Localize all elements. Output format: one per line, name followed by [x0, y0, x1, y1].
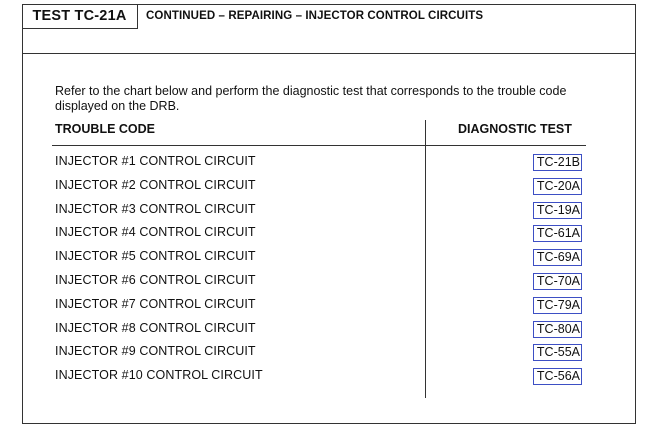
- diagnostic-test-link[interactable]: TC-80A: [533, 321, 582, 338]
- trouble-code-label: INJECTOR #4 CONTROL CIRCUIT: [55, 225, 256, 240]
- table-row: [0, 365, 650, 389]
- diagnostic-test-link[interactable]: TC-61A: [533, 225, 582, 242]
- trouble-code-label: INJECTOR #6 CONTROL CIRCUIT: [55, 272, 256, 287]
- table-row: [0, 199, 650, 223]
- trouble-code-label: INJECTOR #10 CONTROL CIRCUIT: [55, 368, 263, 383]
- trouble-code-label: INJECTOR #8 CONTROL CIRCUIT: [55, 320, 256, 335]
- diagnostic-test-link[interactable]: TC-55A: [533, 344, 582, 361]
- table-row: [0, 270, 650, 294]
- trouble-code-label: INJECTOR #7 CONTROL CIRCUIT: [55, 296, 256, 311]
- diagnostic-test-link[interactable]: TC-19A: [533, 202, 582, 219]
- table-row: [0, 246, 650, 270]
- test-id-label: TEST TC-21A: [22, 4, 138, 29]
- header-rule: [52, 145, 586, 146]
- table-row: [0, 341, 650, 365]
- diagnostic-test-link[interactable]: TC-21B: [533, 154, 582, 171]
- column-header-trouble-code: TROUBLE CODE: [55, 122, 155, 136]
- diagnostic-test-link[interactable]: TC-69A: [533, 249, 582, 266]
- column-header-diagnostic-test: DIAGNOSTIC TEST: [458, 122, 572, 136]
- table-row: [0, 318, 650, 342]
- diagnostic-test-link[interactable]: TC-20A: [533, 178, 582, 195]
- trouble-code-label: INJECTOR #2 CONTROL CIRCUIT: [55, 177, 256, 192]
- section-title: CONTINUED – REPAIRING – INJECTOR CONTROL CIRCUITS: [146, 10, 484, 22]
- trouble-code-table: [0, 151, 650, 389]
- trouble-code-label: INJECTOR #9 CONTROL CIRCUIT: [55, 344, 256, 359]
- trouble-code-label: INJECTOR #1 CONTROL CIRCUIT: [55, 154, 256, 168]
- table-row: [0, 222, 650, 246]
- table-row: [0, 175, 650, 199]
- diagnostic-test-link[interactable]: TC-56A: [533, 368, 582, 385]
- diagnostic-test-link[interactable]: TC-79A: [533, 297, 582, 314]
- table-row: [0, 294, 650, 318]
- table-row: [0, 151, 650, 175]
- diagnostic-test-link[interactable]: TC-70A: [533, 273, 582, 290]
- trouble-code-label: INJECTOR #3 CONTROL CIRCUIT: [55, 201, 256, 216]
- intro-paragraph: Refer to the chart below and perform the diagnostic test that corresponds to the trouble code displayed on the DRB.: [55, 84, 567, 113]
- trouble-code-label: INJECTOR #5 CONTROL CIRCUIT: [55, 249, 256, 264]
